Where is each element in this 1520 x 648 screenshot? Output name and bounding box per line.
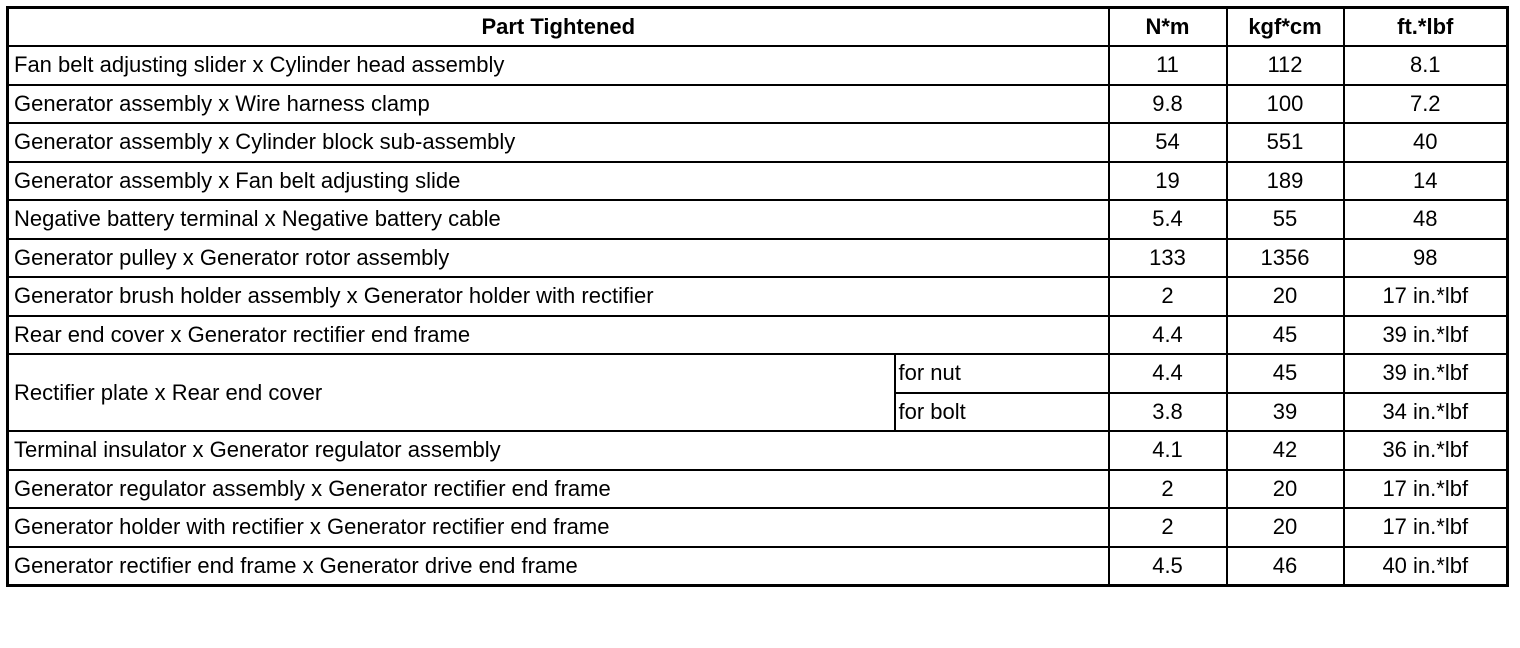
part-cell: Rear end cover x Generator rectifier end frame [8,316,1109,355]
part-cell: Terminal insulator x Generator regulator assembly [8,431,1109,470]
table-row [8,85,1508,124]
ftlbf-cell: 14 [1344,162,1508,201]
kgfcm-cell: 45 [1227,316,1344,355]
kgfcm-cell: 20 [1227,508,1344,547]
ftlbf-cell: 17 in.*lbf [1344,508,1508,547]
table-row [8,162,1508,201]
ftlbf-cell: 39 in.*lbf [1344,316,1508,355]
kgfcm-cell: 20 [1227,470,1344,509]
ftlbf-cell: 40 [1344,123,1508,162]
ftlbf-cell: 17 in.*lbf [1344,277,1508,316]
part-cell: Generator pulley x Generator rotor assembly [8,239,1109,278]
nm-cell: 133 [1109,239,1227,278]
part-cell: Generator assembly x Cylinder block sub-assembly [8,123,1109,162]
kgfcm-cell: 551 [1227,123,1344,162]
sub-condition-cell: for bolt [895,393,1109,432]
nm-cell: 4.1 [1109,431,1227,470]
table-row [8,277,1508,316]
table-row [8,354,1508,393]
nm-cell: 5.4 [1109,200,1227,239]
header-nm: N*m [1109,8,1227,47]
header-ftlbf: ft.*lbf [1344,8,1508,47]
ftlbf-cell: 36 in.*lbf [1344,431,1508,470]
part-cell: Generator holder with rectifier x Generator rectifier end frame [8,508,1109,547]
nm-cell: 4.5 [1109,547,1227,586]
kgfcm-cell: 55 [1227,200,1344,239]
kgfcm-cell: 20 [1227,277,1344,316]
ftlbf-cell: 39 in.*lbf [1344,354,1508,393]
nm-cell: 9.8 [1109,85,1227,124]
kgfcm-cell: 45 [1227,354,1344,393]
table-row [8,508,1508,547]
part-cell: Generator regulator assembly x Generator rectifier end frame [8,470,1109,509]
ftlbf-cell: 7.2 [1344,85,1508,124]
kgfcm-cell: 46 [1227,547,1344,586]
nm-cell: 11 [1109,46,1227,85]
ftlbf-cell: 40 in.*lbf [1344,547,1508,586]
part-cell: Fan belt adjusting slider x Cylinder head assembly [8,46,1109,85]
ftlbf-cell: 8.1 [1344,46,1508,85]
header-part-tightened: Part Tightened [8,8,1109,47]
ftlbf-cell: 98 [1344,239,1508,278]
header-row [8,8,1508,47]
kgfcm-cell: 42 [1227,431,1344,470]
nm-cell: 2 [1109,277,1227,316]
nm-cell: 3.8 [1109,393,1227,432]
part-cell: Negative battery terminal x Negative battery cable [8,200,1109,239]
ftlbf-cell: 17 in.*lbf [1344,470,1508,509]
part-cell: Generator assembly x Fan belt adjusting slide [8,162,1109,201]
table-row [8,470,1508,509]
sub-condition-cell: for nut [895,354,1109,393]
nm-cell: 19 [1109,162,1227,201]
kgfcm-cell: 112 [1227,46,1344,85]
torque-spec-table [6,6,1509,587]
kgfcm-cell: 1356 [1227,239,1344,278]
part-cell: Generator assembly x Wire harness clamp [8,85,1109,124]
ftlbf-cell: 48 [1344,200,1508,239]
part-cell: Rectifier plate x Rear end cover [8,354,895,431]
table-row [8,316,1508,355]
kgfcm-cell: 39 [1227,393,1344,432]
ftlbf-cell: 34 in.*lbf [1344,393,1508,432]
nm-cell: 4.4 [1109,316,1227,355]
nm-cell: 2 [1109,470,1227,509]
part-cell: Generator brush holder assembly x Generator holder with rectifier [8,277,1109,316]
nm-cell: 4.4 [1109,354,1227,393]
table-row [8,547,1508,586]
kgfcm-cell: 189 [1227,162,1344,201]
part-cell: Generator rectifier end frame x Generator drive end frame [8,547,1109,586]
table-row [8,46,1508,85]
table-row [8,431,1508,470]
table-row [8,200,1508,239]
nm-cell: 2 [1109,508,1227,547]
nm-cell: 54 [1109,123,1227,162]
table-row [8,239,1508,278]
table-row [8,123,1508,162]
header-kgfcm: kgf*cm [1227,8,1344,47]
kgfcm-cell: 100 [1227,85,1344,124]
